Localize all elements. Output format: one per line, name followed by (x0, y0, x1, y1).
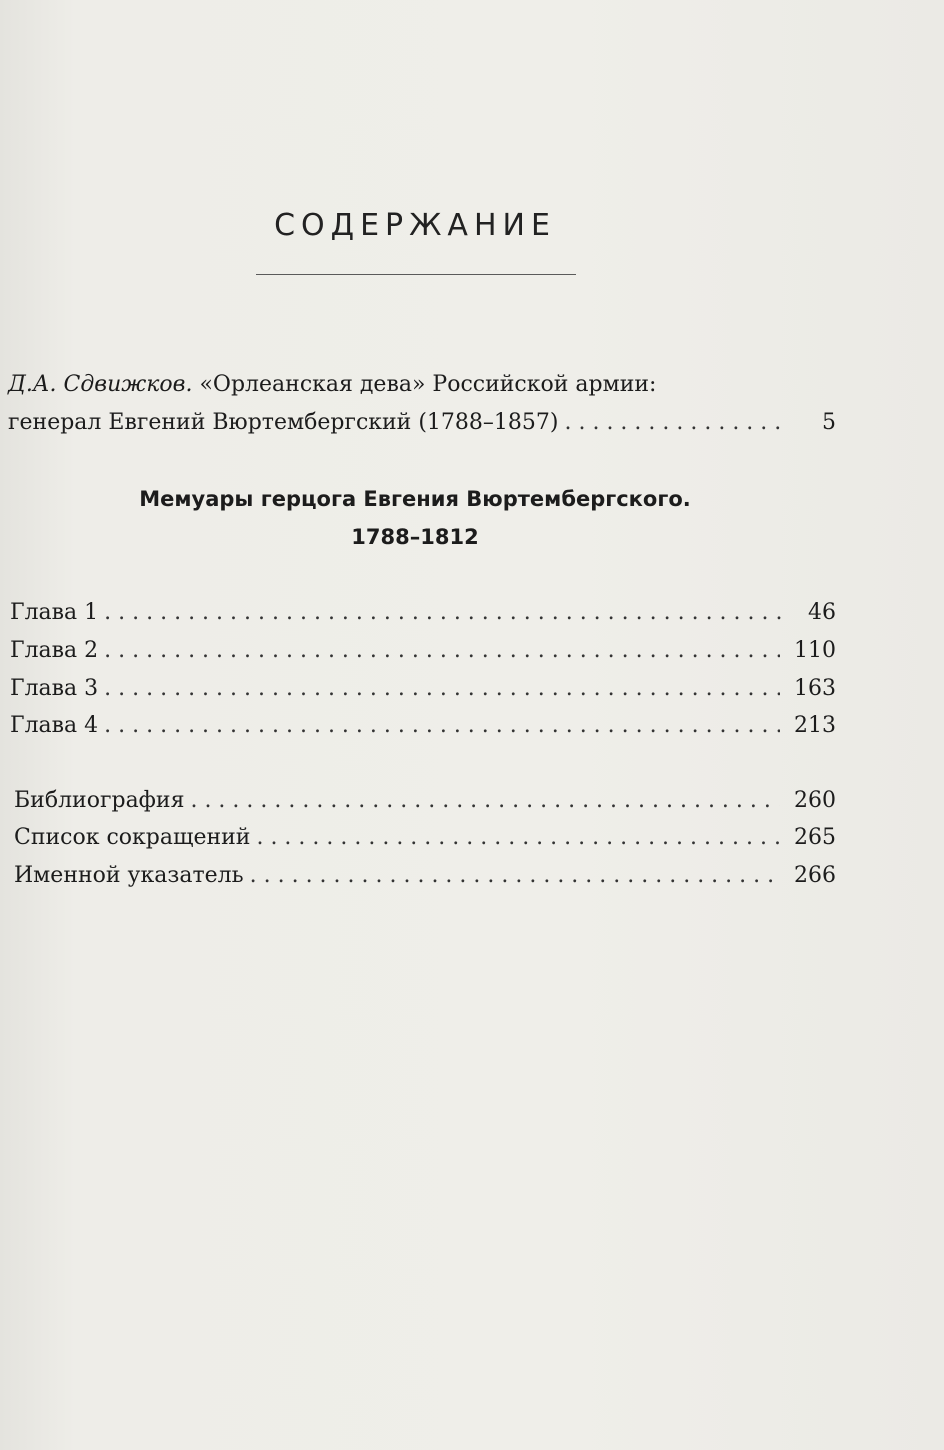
dot-leader (104, 598, 782, 628)
heading-underline (256, 274, 576, 275)
chapter-page-number: 46 (808, 600, 836, 625)
toc-row-chapter-3 (10, 674, 836, 704)
chapter-label: Глава 4 (10, 713, 99, 738)
toc-row-abbreviations (14, 823, 836, 853)
appendix-label: Список сокращений (14, 825, 251, 850)
dot-leader (250, 861, 780, 891)
chapter-label: Глава 1 (10, 600, 99, 625)
chapter-page-number: 213 (794, 713, 836, 738)
appendix-page-number: 265 (794, 825, 836, 850)
appendix-page-number: 266 (794, 863, 836, 888)
toc-row-chapter-1 (10, 598, 836, 628)
chapter-page-number: 163 (794, 676, 836, 701)
appendix-label: Именной указатель (14, 863, 244, 888)
chapter-label: Глава 2 (10, 638, 99, 663)
dot-leader (256, 823, 780, 853)
dot-leader (564, 408, 782, 438)
memoirs-title-line1: Мемуары герцога Евгения Вюртембергского. (139, 487, 691, 511)
dot-leader (190, 786, 780, 816)
intro-author: Д.А. Сдвижков. (8, 372, 193, 397)
toc-row-chapter-4 (10, 711, 836, 741)
intro-title-line1: «Орлеанская дева» Российской армии: (199, 372, 657, 397)
dot-leader (104, 636, 780, 666)
memoirs-title-line2: 1788–1812 (351, 525, 479, 549)
dot-leader (104, 674, 780, 704)
toc-row-name-index (14, 861, 836, 891)
chapter-page-number: 110 (794, 638, 836, 663)
dot-leader (104, 711, 780, 741)
appendix-page-number: 260 (794, 788, 836, 813)
toc-row-bibliography (14, 786, 836, 816)
intro-title-line2: генерал Евгений Вюртембергский (1788–1857) (8, 410, 559, 435)
intro-entry-line2 (8, 408, 836, 438)
appendix-label: Библиография (14, 788, 185, 813)
intro-page-number: 5 (822, 410, 836, 435)
intro-entry-line1 (8, 370, 656, 400)
toc-heading: СОДЕРЖАНИЕ (274, 208, 556, 243)
chapter-label: Глава 3 (10, 676, 99, 701)
toc-row-chapter-2 (10, 636, 836, 666)
